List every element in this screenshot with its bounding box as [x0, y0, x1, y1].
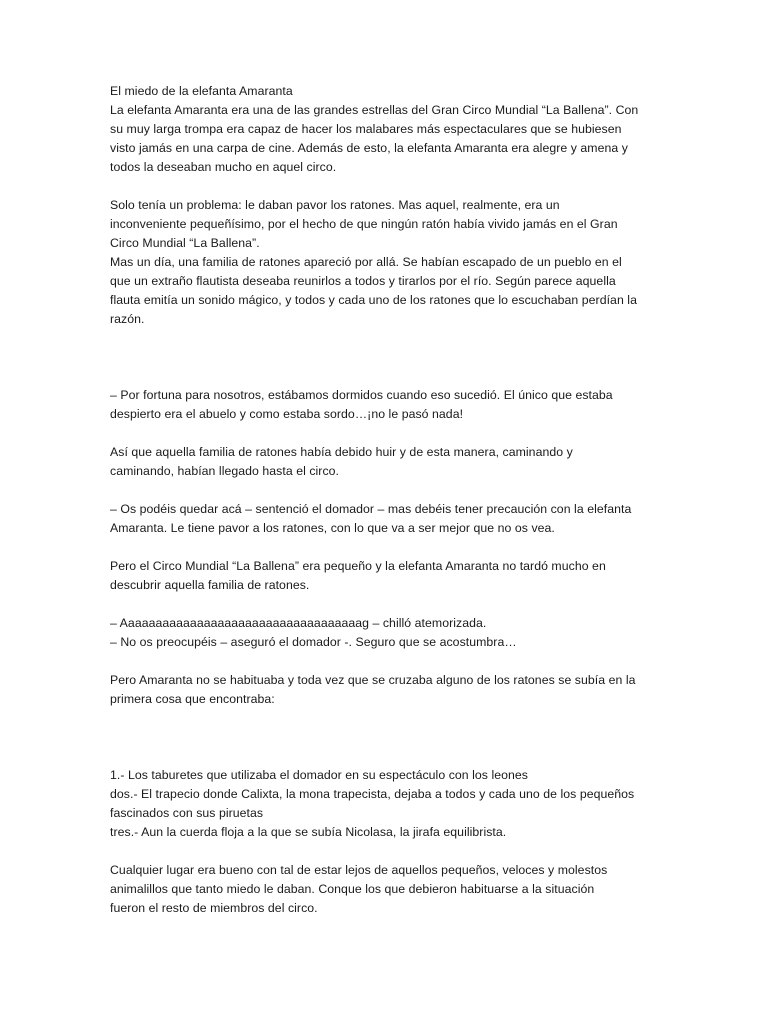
- text-line: – Os podéis quedar acá – sentenció el domador – mas debéis tener precaución con la elefanta: [110, 502, 632, 516]
- list-item: dos.- El trapecio donde Calixta, la mona trapecista, dejaba a todos y cada uno de los pequeños: [110, 787, 635, 801]
- text-line: visto jamás en una carpa de cine. Además de esto, la elefanta Amaranta era alegre y amena y: [110, 141, 628, 155]
- text-line: Amaranta. Le tiene pavor a los ratones, con lo que va a ser mejor que no os vea.: [110, 521, 555, 535]
- text-line: Mas un día, una familia de ratones apareció por allá. Se habían escapado de un pueblo en el: [110, 255, 622, 269]
- paragraph-6: [110, 557, 670, 595]
- text-line: La elefanta Amaranta era una de las grandes estrellas del Gran Circo Mundial “La Ballena”. Con: [110, 103, 639, 117]
- text-line: primera cosa que encontraba:: [110, 692, 275, 706]
- text-line: inconveniente pequeñísimo, por el hecho de que ningún ratón había vivido jamás en el Gran: [110, 217, 618, 231]
- text-line: animalillos que tanto miedo le daban. Conque los que debieron habituarse a la situación: [110, 882, 595, 896]
- text-line: caminando, habían llegado hasta el circo.: [110, 464, 340, 478]
- text-line: que un extraño flautista deseaba reunirlos a todos y tirarlos por el río. Según parece aquella: [110, 274, 616, 288]
- paragraph-7: [110, 614, 670, 652]
- list-item: 1.- Los taburetes que utilizaba el domador en su espectáculo con los leones: [110, 768, 529, 782]
- list-paragraph: [110, 766, 670, 842]
- text-line: – Por fortuna para nosotros, estábamos dormidos cuando eso sucedió. El único que estaba: [110, 388, 613, 402]
- text-line: su muy larga trompa era capaz de hacer los malabares más espectaculares que se hubiesen: [110, 122, 622, 136]
- text-line: Solo tenía un problema: le daban pavor los ratones. Mas aquel, realmente, era un: [110, 198, 560, 212]
- text-line: – No os preocupéis – aseguró el domador -. Seguro que se acostumbra…: [110, 635, 517, 649]
- list-item: tres.- Aun la cuerda floja a la que se subía Nicolasa, la jirafa equilibrista.: [110, 825, 507, 839]
- text-line: despierto era el abuelo y como estaba sordo…¡no le pasó nada!: [110, 407, 464, 421]
- text-line: – Aaaaaaaaaaaaaaaaaaaaaaaaaaaaaaaaaaag – chilló atemorizada.: [110, 616, 487, 630]
- document-page: [110, 82, 670, 918]
- text-line: Pero Amaranta no se habituaba y toda vez que se cruzaba alguno de los ratones se subía en la: [110, 673, 636, 687]
- text-line: razón.: [110, 312, 145, 326]
- text-line: Circo Mundial “La Ballena”.: [110, 236, 260, 250]
- document-title: El miedo de la elefanta Amaranta: [110, 84, 293, 98]
- text-line: descubrir aquella familia de ratones.: [110, 578, 310, 592]
- list-item: fascinados con sus piruetas: [110, 806, 264, 820]
- paragraph-8: [110, 671, 670, 709]
- text-line: Pero el Circo Mundial “La Ballena” era pequeño y la elefanta Amaranta no tardó mucho en: [110, 559, 606, 573]
- paragraph-3: [110, 386, 670, 424]
- text-line: fueron el resto de miembros del circo.: [110, 901, 318, 915]
- paragraph-2: [110, 196, 670, 329]
- paragraph-4: [110, 443, 670, 481]
- paragraph-5: [110, 500, 670, 538]
- paragraph-1: [110, 101, 670, 177]
- text-line: flauta emitía un sonido mágico, y todos y cada uno de los ratones que lo escuchaban perdían la: [110, 293, 637, 307]
- text-line: todos la deseaban mucho en aquel circo.: [110, 160, 337, 174]
- text-line: Así que aquella familia de ratones había debido huir y de esta manera, caminando y: [110, 445, 573, 459]
- paragraph-10: [110, 861, 670, 918]
- text-line: Cualquier lugar era bueno con tal de estar lejos de aquellos pequeños, veloces y molestos: [110, 863, 608, 877]
